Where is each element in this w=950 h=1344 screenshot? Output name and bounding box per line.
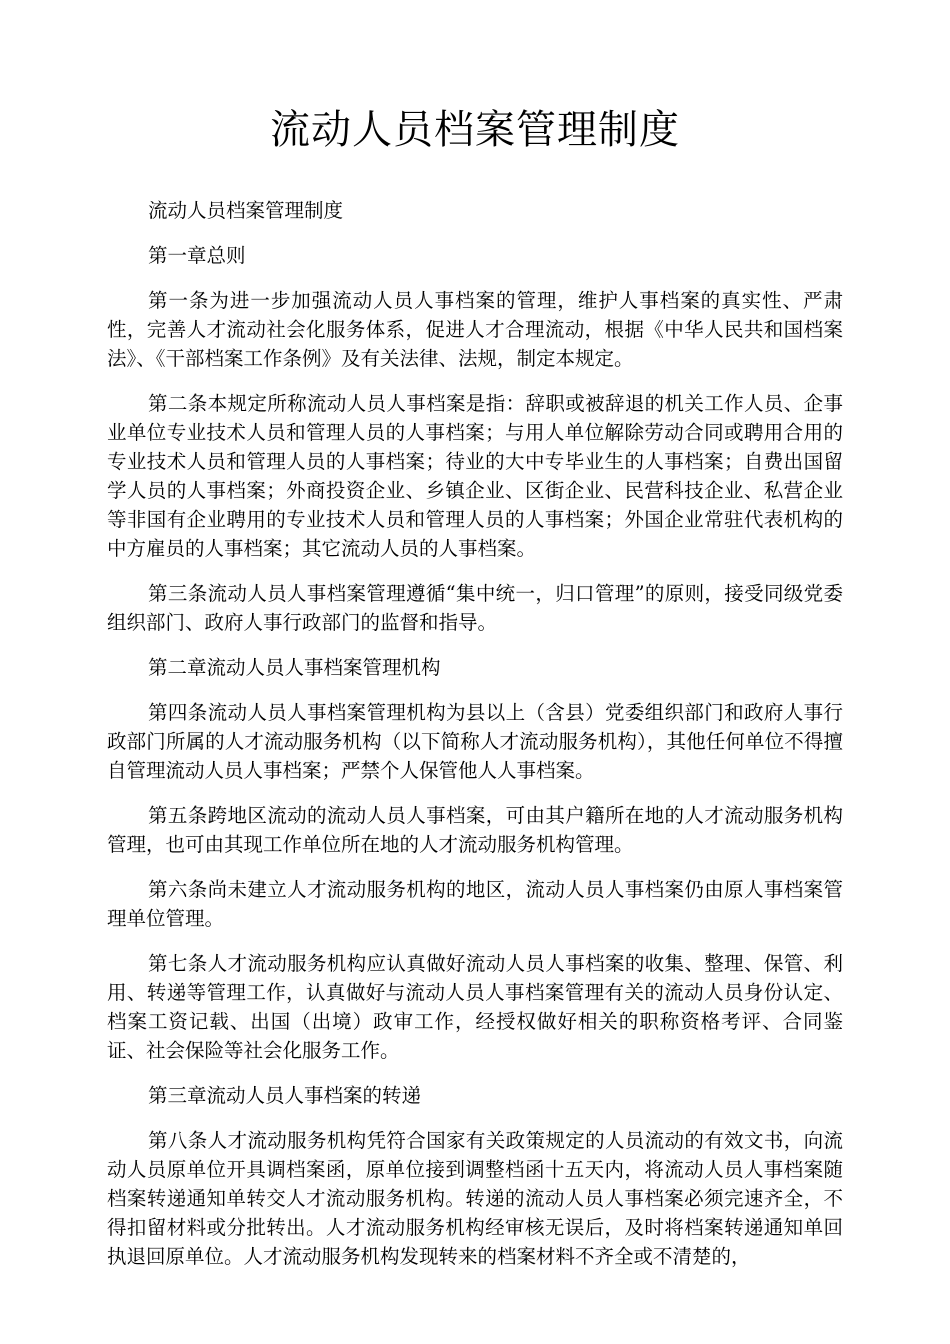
chapter-heading-1: 第一章总则	[148, 244, 246, 267]
document-body	[107, 196, 843, 1287]
article-6: 第六条尚未建立人才流动服务机构的地区，流动人员人事档案仍由原人事档案管理单位管理。	[107, 878, 843, 930]
article-7: 第七条人才流动服务机构应认真做好流动人员人事档案的收集、整理、保管、利用、转递等管理工作，认真做好与流动人员人事档案管理有关的流动人员身份认定、档案工资记载、出国（出境）政审工作，经授权做好相关的职称资格考评、合同鉴证、社会保险等社会化服务工作。	[107, 952, 843, 1062]
article-1: 第一条为进一步加强流动人员人事档案的管理，维护人事档案的真实性、严肃性，完善人才流动社会化服务体系，促进人才合理流动，根据《中华人民共和国档案法》、《干部档案工作条例》及有关法律、法规，制定本规定。	[107, 289, 843, 370]
chapter-heading-3: 第三章流动人员人事档案的转递	[148, 1084, 422, 1107]
article-8: 第八条人才流动服务机构凭符合国家有关政策规定的人员流动的有效文书，向流动人员原单位开具调档案函，原单位接到调整档函十五天内，将流动人员人事档案随档案转递通知单转交人才流动服务机构。转递的流动人员人事档案必须完速齐全，不得扣留材料或分批转出。人才流动服务机构经审核无误后，及时将档案转递通知单回执退回原单位。人才流动服务机构发现转来的档案材料不齐全或不清楚的，	[107, 1129, 843, 1268]
article-4: 第四条流动人员人事档案管理机构为县以上（含县）党委组织部门和政府人事行政部门所属的人才流动服务机构（以下简称人才流动服务机构），其他任何单位不得擅自管理流动人员人事档案；严禁个人保管他人人事档案。	[107, 701, 843, 782]
paragraph-subtitle: 流动人员档案管理制度	[148, 199, 344, 222]
chapter-heading-2: 第二章流动人员人事档案管理机构	[148, 656, 441, 679]
document-title: 流动人员档案管理制度	[270, 107, 680, 153]
article-3: 第三条流动人员人事档案管理遵循“集中统一，归口管理”的原则，接受同级党委组织部门、政府人事行政部门的监督和指导。	[107, 582, 843, 634]
article-2: 第二条本规定所称流动人员人事档案是指：辞职或被辞退的机关工作人员、企事业单位专业技术人员和管理人员的人事档案；与用人单位解除劳动合同或聘用合用的专业技术人员和管理人员的人事档案；待业的大中专毕业生的人事档案；自费出国留学人员的人事档案；外商投资企业、乡镇企业、区街企业、民营科技企业、私营企业等非国有企业聘用的专业技术人员和管理人员的人事档案；外国企业常驻代表机构的中方雇员的人事档案；其它流动人员的人事档案。	[107, 392, 843, 560]
article-5: 第五条跨地区流动的流动人员人事档案，可由其户籍所在地的人才流动服务机构管理，也可由其现工作单位所在地的人才流动服务机构管理。	[107, 804, 843, 856]
